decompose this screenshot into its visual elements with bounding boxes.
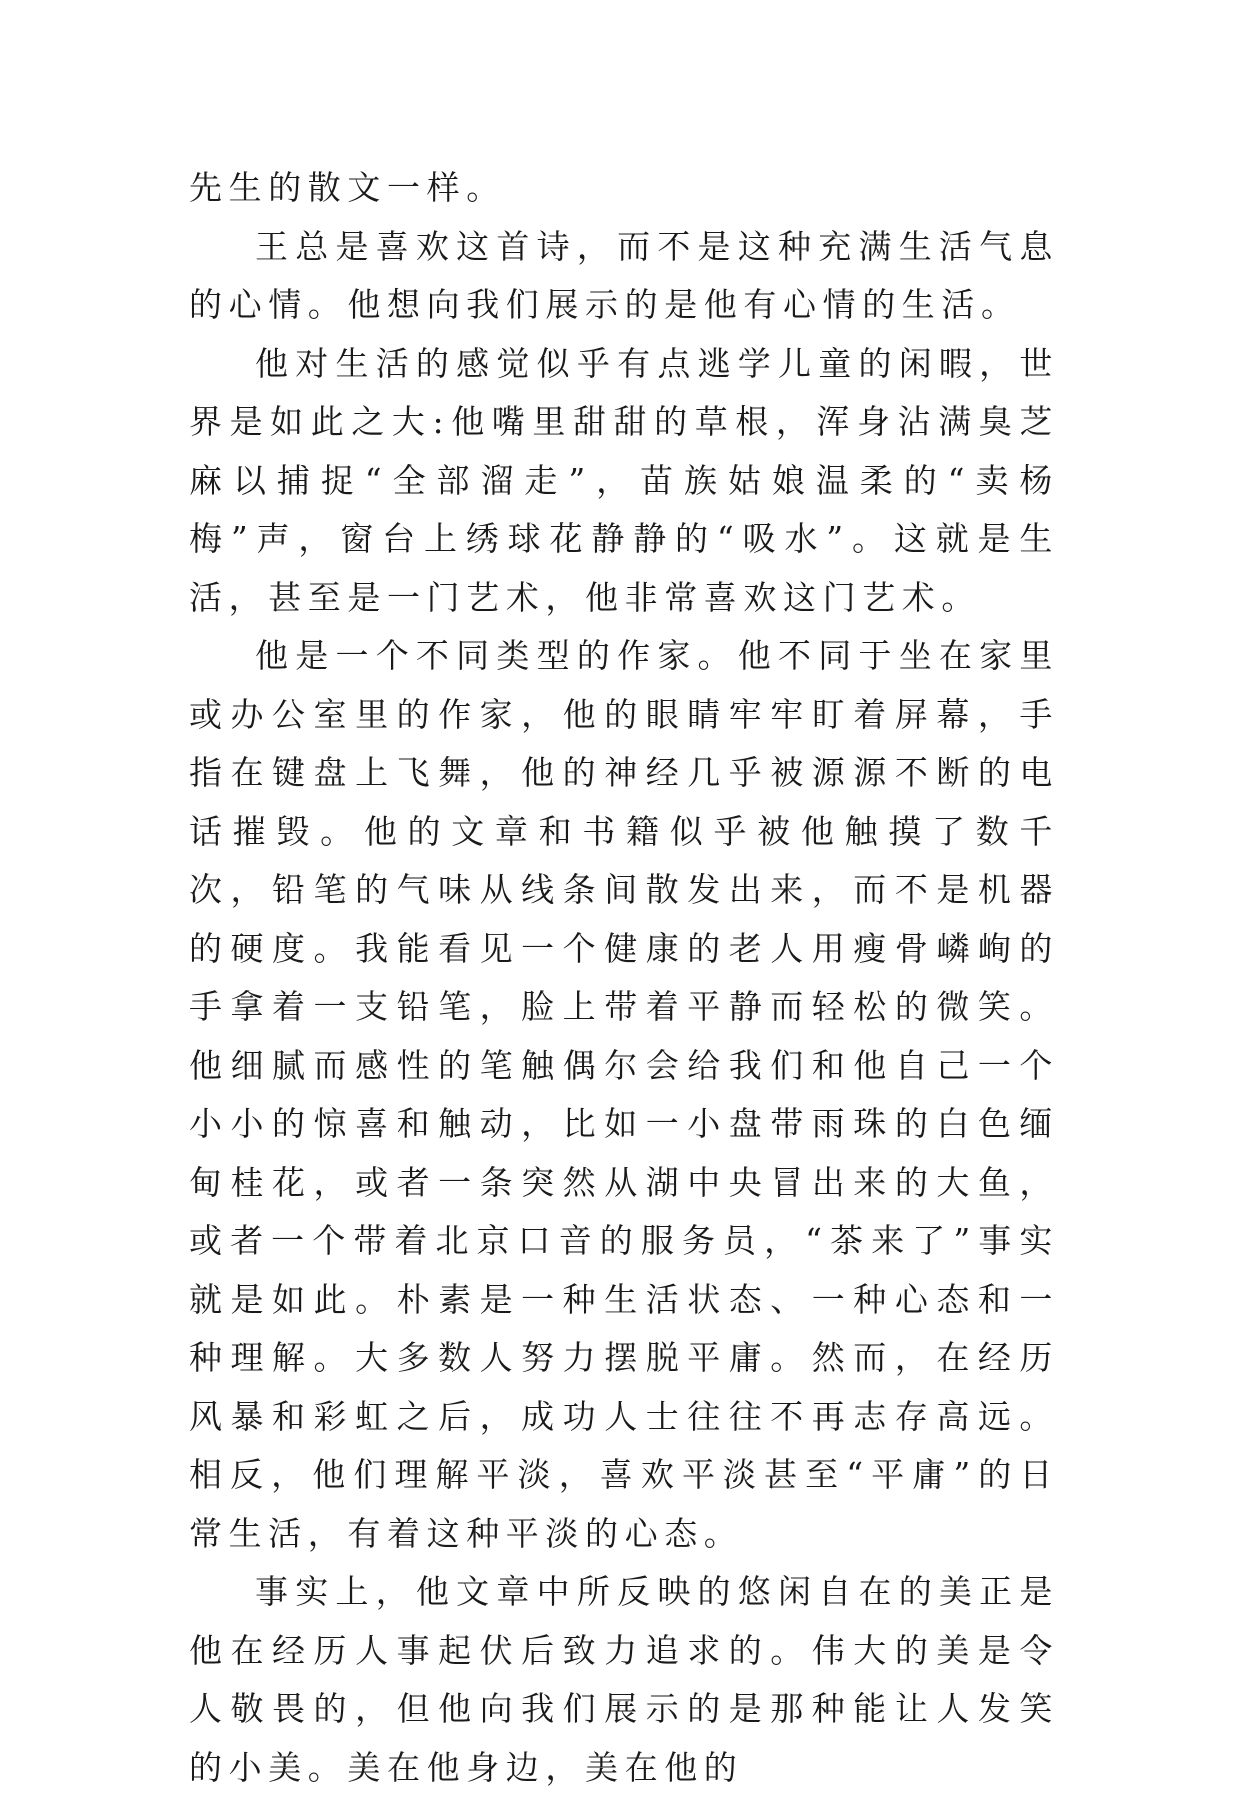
document-body bbox=[189, 159, 1059, 1797]
paragraph-continuation: 先生的散文一样。 bbox=[189, 168, 506, 207]
paragraph: 王总是喜欢这首诗，而不是这种充满生活气息的心情。他想向我们展示的是他有心情的生活。 bbox=[189, 226, 1059, 324]
paragraph: 他是一个不同类型的作家。他不同于坐在家里或办公室里的作家，他的眼睛牢牢盯着屏幕，手指在键盘上飞舞，他的神经几乎被源源不断的电话摧毁。他的文章和书籍似乎被他触摸了数千次，铅笔的气味从线条间散发出来，而不是机器的硬度。我能看见一个健康的老人用瘦骨嶙峋的手拿着一支铅笔，脸上带着平静而轻松的微笑。他细腻而感性的笔触偶尔会给我们和他自己一个小小的惊喜和触动，比如一小盘带雨珠的白色缅甸桂花，或者一条突然从湖中央冒出来的大鱼，或者一个带着北京口音的服务员，“茶来了”事实就是如此。朴素是一种生活状态、一种心态和一种理解。大多数人努力摆脱平庸。然而，在经历风暴和彩虹之后，成功人士往往不再志存高远。相反，他们理解平淡，喜欢平淡甚至“平庸”的日常生活，有着这种平淡的心态。 bbox=[189, 636, 1059, 1553]
paragraph: 事实上，他文章中所反映的悠闲自在的美正是他在经历人事起伏后致力追求的。伟大的美是令人敬畏的，但他向我们展示的是那种能让人发笑的小美。美在他身边，美在他的 bbox=[189, 1572, 1059, 1787]
paragraph: 他对生活的感觉似乎有点逃学儿童的闲暇，世界是如此之大:他嘴里甜甜的草根，浑身沾满臭芝麻以捕捉“全部溜走”，苗族姑娘温柔的“卖杨梅”声，窗台上绣球花静静的“吸水”。这就是生活，甚至是一门艺术，他非常喜欢这门艺术。 bbox=[189, 343, 1059, 617]
